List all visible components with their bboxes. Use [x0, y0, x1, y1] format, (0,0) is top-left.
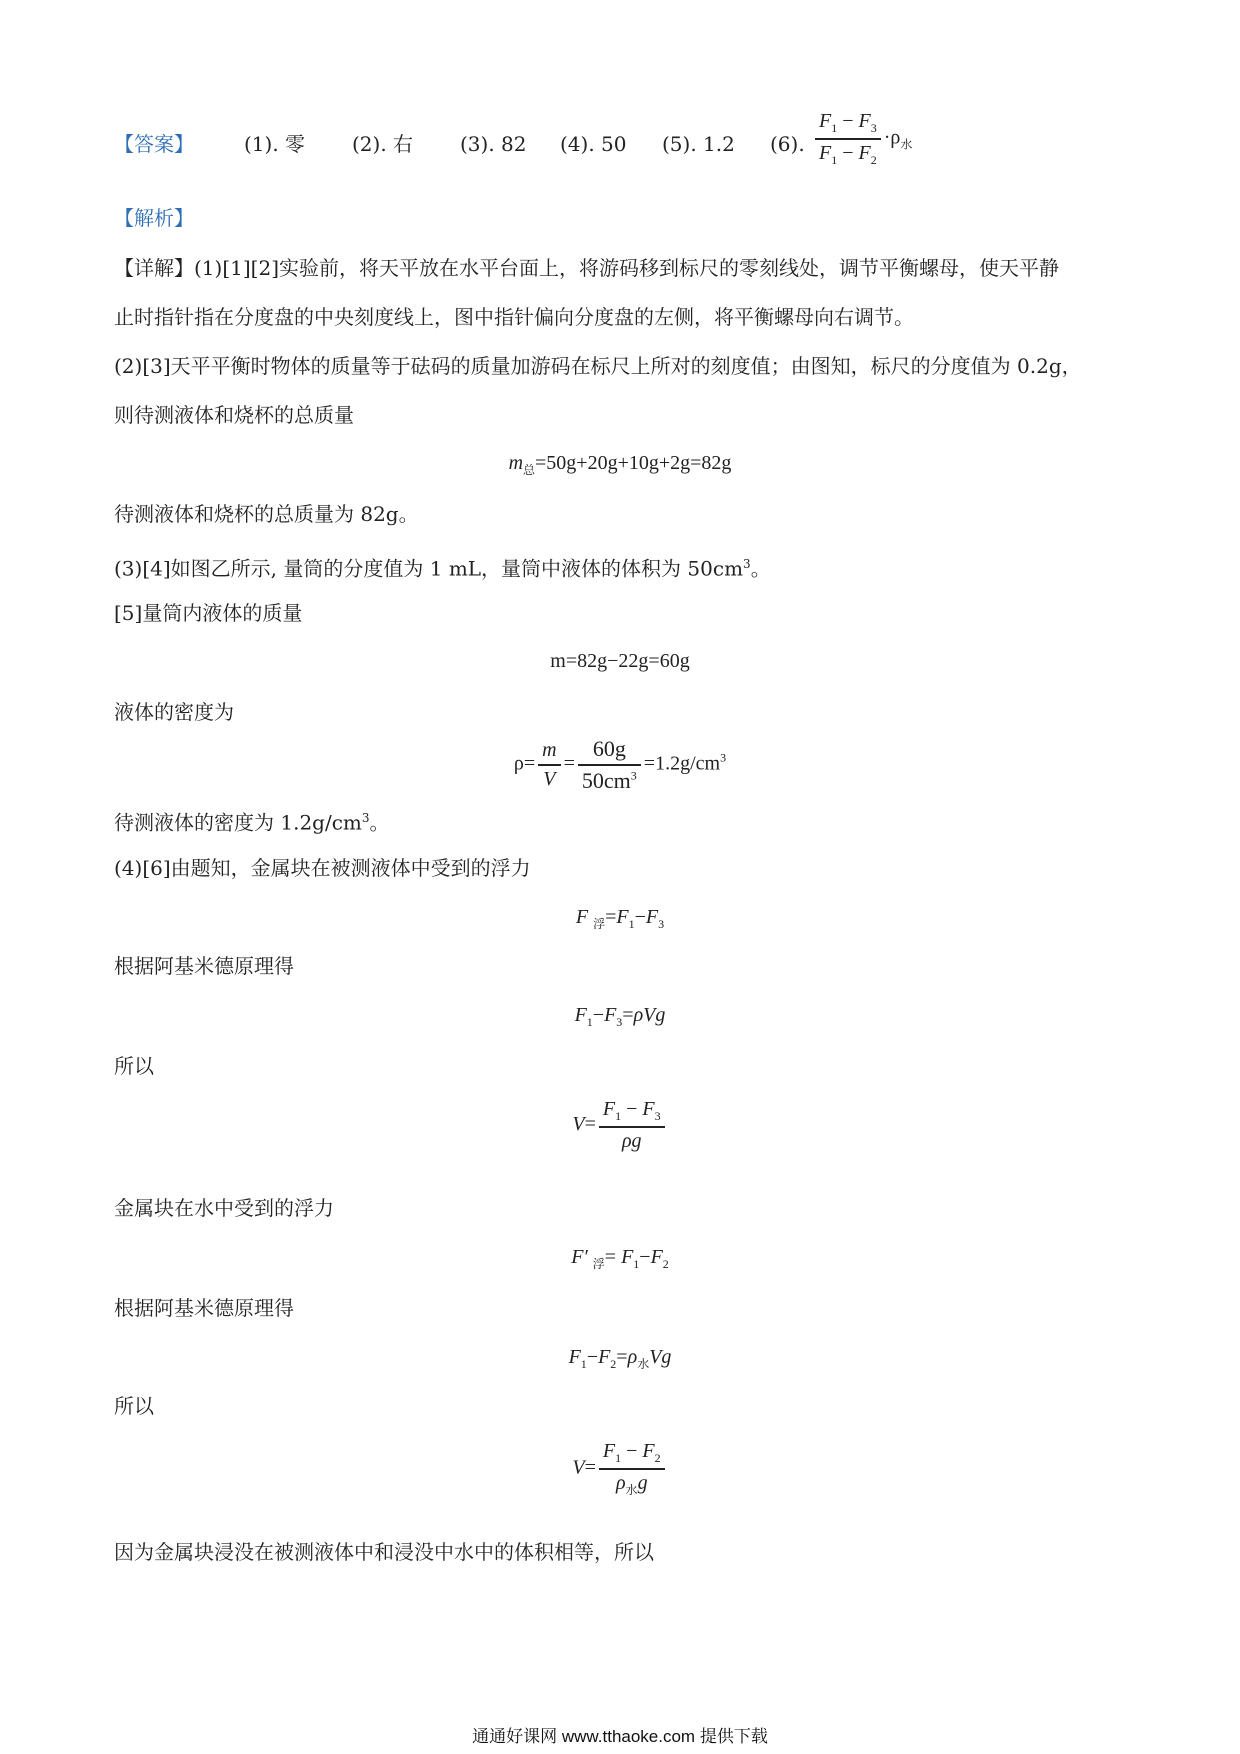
answer-item-3: (3). 82 [460, 132, 527, 156]
para-3: 待测液体和烧杯的总质量为 82g。 [114, 502, 419, 526]
detail-label: 【详解】 [114, 256, 194, 280]
eq1-var: m [508, 452, 524, 474]
analysis-label: 【解析】 [114, 206, 194, 230]
para-12: 根据阿基米德原理得 [114, 1296, 294, 1320]
answer-formula-sub: 水 [900, 137, 913, 152]
para-2-line-2: 则待测液体和烧杯的总质量 [114, 403, 354, 427]
detail-line-2: 止时指针指在分度盘的中央刻度线上，图中指针偏向分度盘的左侧，将平衡螺母向右调节。 [114, 305, 914, 329]
eq8-sub: 水 [637, 1357, 650, 1371]
equation-volume-liquid: V= $\frac{F_1 - F_3}{\rho g}$ [0, 1098, 1240, 1153]
para-10: 所以 [114, 1054, 154, 1078]
equation-liquid-mass: m=82g−22g=60g [550, 650, 690, 672]
equation-buoyancy-liquid: F $_浮=F_1-F_3$ [575, 906, 665, 931]
para-14: 因为金属块浸没在被测液体中和浸没中水中的体积相等，所以 [114, 1540, 654, 1564]
detail-line-1 [114, 256, 1059, 280]
para-2-line-1: (2)[3]天平平衡时物体的质量等于砝码的质量加游码在标尺上所对的刻度值；由图知，标尺的分度值为 0.2g， [114, 354, 1082, 378]
para-8: (4)[6]由题知，金属块在被测液体中受到的浮力 [114, 856, 531, 880]
answer-label: 【答案】 [114, 132, 194, 156]
equation-volume-water: V= $\frac{F_1 - F_2}{\rho_水g}$ [0, 1440, 1240, 1498]
equation-density [0, 736, 1240, 794]
eq3-num1: m [542, 739, 557, 761]
para-4-sup: 3 [743, 557, 751, 571]
eq3-den2: 50cm [581, 767, 631, 793]
detail-text-1: (1)[1][2]实验前，将天平放在水平台面上，将游码移到标尺的零刻线处，调节平衡螺母，使天平静 [194, 256, 1059, 280]
para-4-text: (3)[4]如图乙所示, 量筒的分度值为 1 mL，量筒中液体的体积为 50cm [114, 556, 744, 581]
eq9-sub: 水 [625, 1482, 638, 1497]
answer-formula-rho: ·ρ [883, 126, 901, 149]
eq3-den2-sup: 3 [630, 768, 637, 783]
para-11: 金属块在水中受到的浮力 [114, 1196, 334, 1220]
para-9: 根据阿基米德原理得 [114, 954, 294, 978]
eq7-sub: 浮 [592, 1257, 605, 1271]
para-7-text: 待测液体的密度为 1.2g/cm [114, 810, 362, 835]
para-4-end: 。 [750, 556, 771, 581]
answer-item-1: (1). 零 [244, 132, 306, 156]
footer-text: 通通好课网 www.tthaoke.com 提供下载 [472, 1727, 768, 1746]
para-6: 液体的密度为 [114, 700, 234, 724]
para-4 [114, 552, 771, 581]
answer-item-2: (2). 右 [352, 132, 414, 156]
eq1-sub: 总 [523, 463, 536, 477]
para-13: 所以 [114, 1394, 154, 1418]
answer-item-4: (4). 50 [560, 132, 627, 156]
equation-total-mass [0, 452, 1240, 478]
eq4-sub: 浮 [593, 917, 606, 931]
eq3-rhs: =1.2g/cm [643, 752, 721, 775]
eq3-num2: 60g [592, 736, 626, 761]
eq1-rhs: =50g+20g+10g+2g=82g [535, 452, 732, 474]
para-7-end: 。 [369, 810, 390, 835]
equation-archimedes-water: $F_1-F_2=\rho_水Vg$ [568, 1346, 672, 1371]
para-7-sup: 3 [361, 811, 370, 825]
answer-formula: $\frac{F_1 - F_3}{F_1 - F_2}$ $\cdot\rho_水$ [812, 110, 912, 168]
para-7 [114, 806, 390, 835]
equation-buoyancy-water: F′ $_浮= F_1-F_2$ [571, 1246, 669, 1271]
eq3-rhs-sup: 3 [720, 750, 727, 765]
eq3-eq: = [563, 752, 575, 775]
eq7-prime: F′ [571, 1246, 588, 1268]
eq3-den1: V [543, 767, 556, 790]
equation-archimedes-liquid: $F_1-F_3=\rho Vg$ [574, 1004, 666, 1029]
answer-item-6: (6). [770, 132, 805, 156]
eq3-lhs: ρ= [513, 752, 536, 775]
para-5: [5]量筒内液体的质量 [114, 601, 303, 625]
answer-item-5: (5). 1.2 [662, 132, 735, 156]
